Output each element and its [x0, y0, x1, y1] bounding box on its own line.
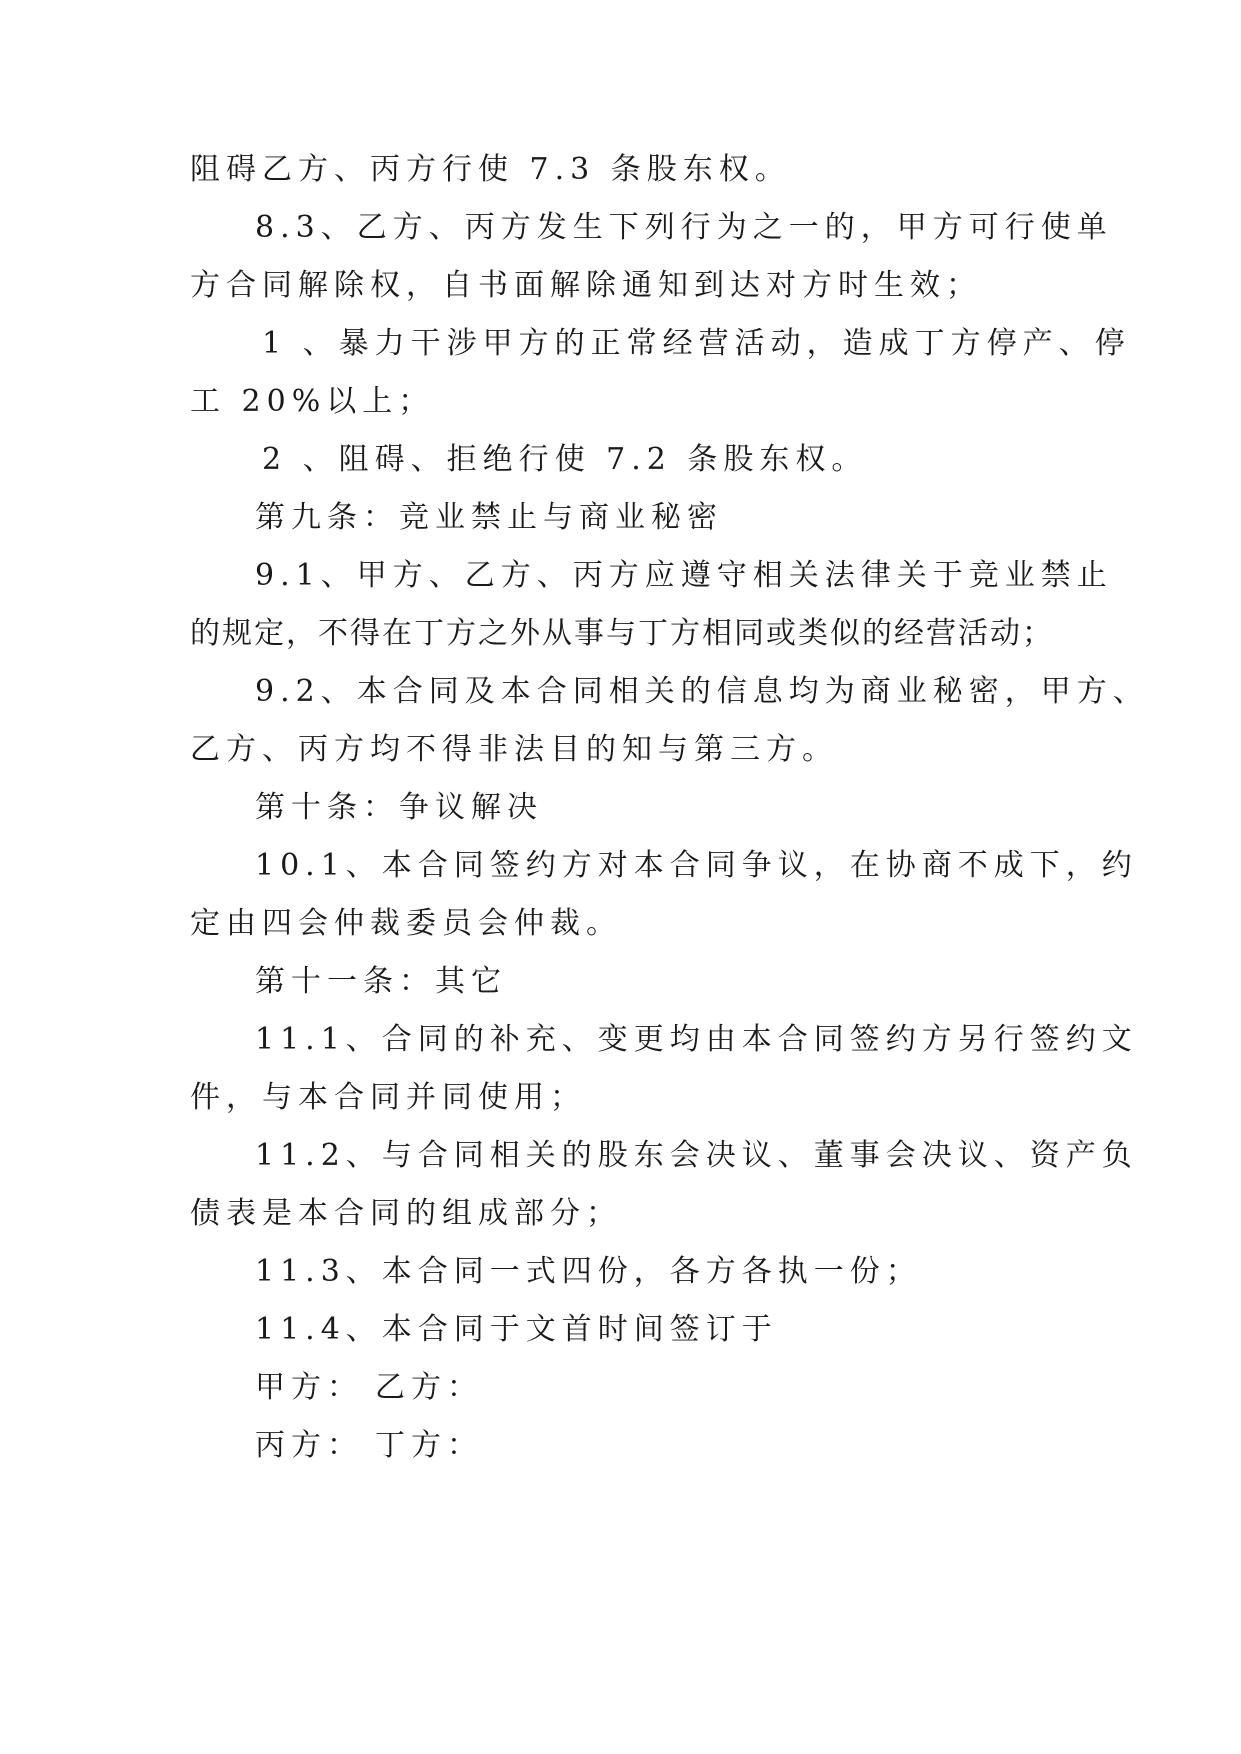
- item-2-line: 2 、阻碍、拒绝行使 7.2 条股东权。: [262, 442, 868, 477]
- clause-9-1-line-2: 的规定，不得在丁方之外从事与丁方相同或类似的经营活动；: [190, 616, 1054, 651]
- item-1-line-2: 工 20%以上；: [190, 384, 435, 419]
- signature-party-c: 丙方：: [255, 1428, 363, 1463]
- clause-10-1-line-2: 定由四会仲裁委员会仲裁。: [190, 906, 622, 941]
- item-1-line-1: 1 、暴力干涉甲方的正常经营活动，造成丁方停产、停: [262, 326, 1131, 361]
- signature-party-b: 乙方：: [375, 1370, 483, 1405]
- article-9-heading: 第九条：竞业禁止与商业秘密: [255, 500, 723, 535]
- article-11-heading: 第十一条：其它: [255, 964, 507, 999]
- clause-11-2-line-2: 债表是本合同的组成部分；: [190, 1196, 622, 1231]
- clause-8-3-line-1: 8.3、乙方、丙方发生下列行为之一的，甲方可行使单: [255, 210, 1113, 245]
- clause-9-2-line-1: 9.2、本合同及本合同相关的信息均为商业秘密，甲方、: [255, 674, 1149, 709]
- clause-11-4-line: 11.4、本合同于文首时间签订于: [255, 1312, 778, 1347]
- clause-11-1-line-1: 11.1、合同的补充、变更均由本合同签约方另行签约文: [255, 1022, 1138, 1057]
- clause-11-2-line-1: 11.2、与合同相关的股东会决议、董事会决议、资产负: [255, 1138, 1138, 1173]
- paragraph-line: 阻碍乙方、丙方行使 7.3 条股东权。: [190, 152, 791, 187]
- clause-9-1-line-1: 9.1、甲方、乙方、丙方应遵守相关法律关于竞业禁止: [255, 558, 1113, 593]
- article-10-heading: 第十条：争议解决: [255, 790, 543, 825]
- signature-party-a: 甲方：: [255, 1370, 363, 1405]
- clause-9-2-line-2: 乙方、丙方均不得非法目的知与第三方。: [190, 732, 838, 767]
- clause-11-1-line-2: 件，与本合同并同使用；: [190, 1080, 586, 1115]
- signature-party-d: 丁方：: [375, 1428, 483, 1463]
- clause-8-3-line-2: 方合同解除权，自书面解除通知到达对方时生效；: [190, 268, 982, 303]
- clause-10-1-line-1: 10.1、本合同签约方对本合同争议，在协商不成下，约: [255, 848, 1138, 883]
- clause-11-3-line: 11.3、本合同一式四份，各方各执一份；: [255, 1254, 922, 1289]
